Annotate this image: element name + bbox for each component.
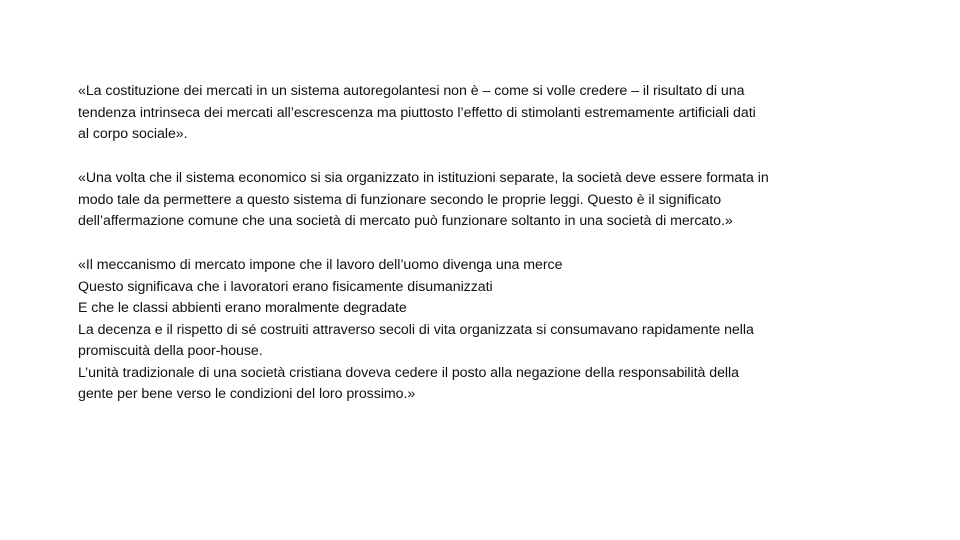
text-line: E che le classi abbienti erano moralmente degradate <box>78 300 407 316</box>
text-line: promiscuità della poor-house. <box>78 343 263 359</box>
text-line: tendenza intrinseca dei mercati all’escrescenza ma piuttosto l’effetto di stimolanti estremamente artificiali dati <box>78 104 756 121</box>
text-line: L’unità tradizionale di una società cristiana doveva cedere il posto alla negazione della responsabilità della <box>78 364 739 381</box>
text-line: dell’affermazione comune che una società di mercato può funzionare soltanto in una società di mercato.» <box>78 213 733 229</box>
text-line: La decenza e il rispetto di sé costruiti attraverso secoli di vita organizzata si consumavano rapidamente nella <box>78 321 754 338</box>
quote-paragraph-economic-system <box>78 168 908 233</box>
text-line: «Una volta che il sistema economico si sia organizzato in istituzioni separate, la società deve essere formata in <box>78 170 769 186</box>
text-line: al corpo sociale». <box>78 126 188 142</box>
text-line: «Il meccanismo di mercato impone che il lavoro dell’uomo divenga una merce <box>78 257 563 273</box>
text-line: «La costituzione dei mercati in un sistema autoregolantesi non è – come si volle credere – il risultato di una <box>78 83 745 99</box>
text-line: gente per bene verso le condizioni del loro prossimo.» <box>78 386 416 402</box>
quote-paragraph-market-mechanism <box>78 255 908 406</box>
quote-paragraph-market-constitution <box>78 81 908 146</box>
text-line: modo tale da permettere a questo sistema di funzionare secondo le proprie leggi. Questo è il significato <box>78 191 722 208</box>
text-line: Questo significava che i lavoratori erano fisicamente disumanizzati <box>78 278 493 295</box>
